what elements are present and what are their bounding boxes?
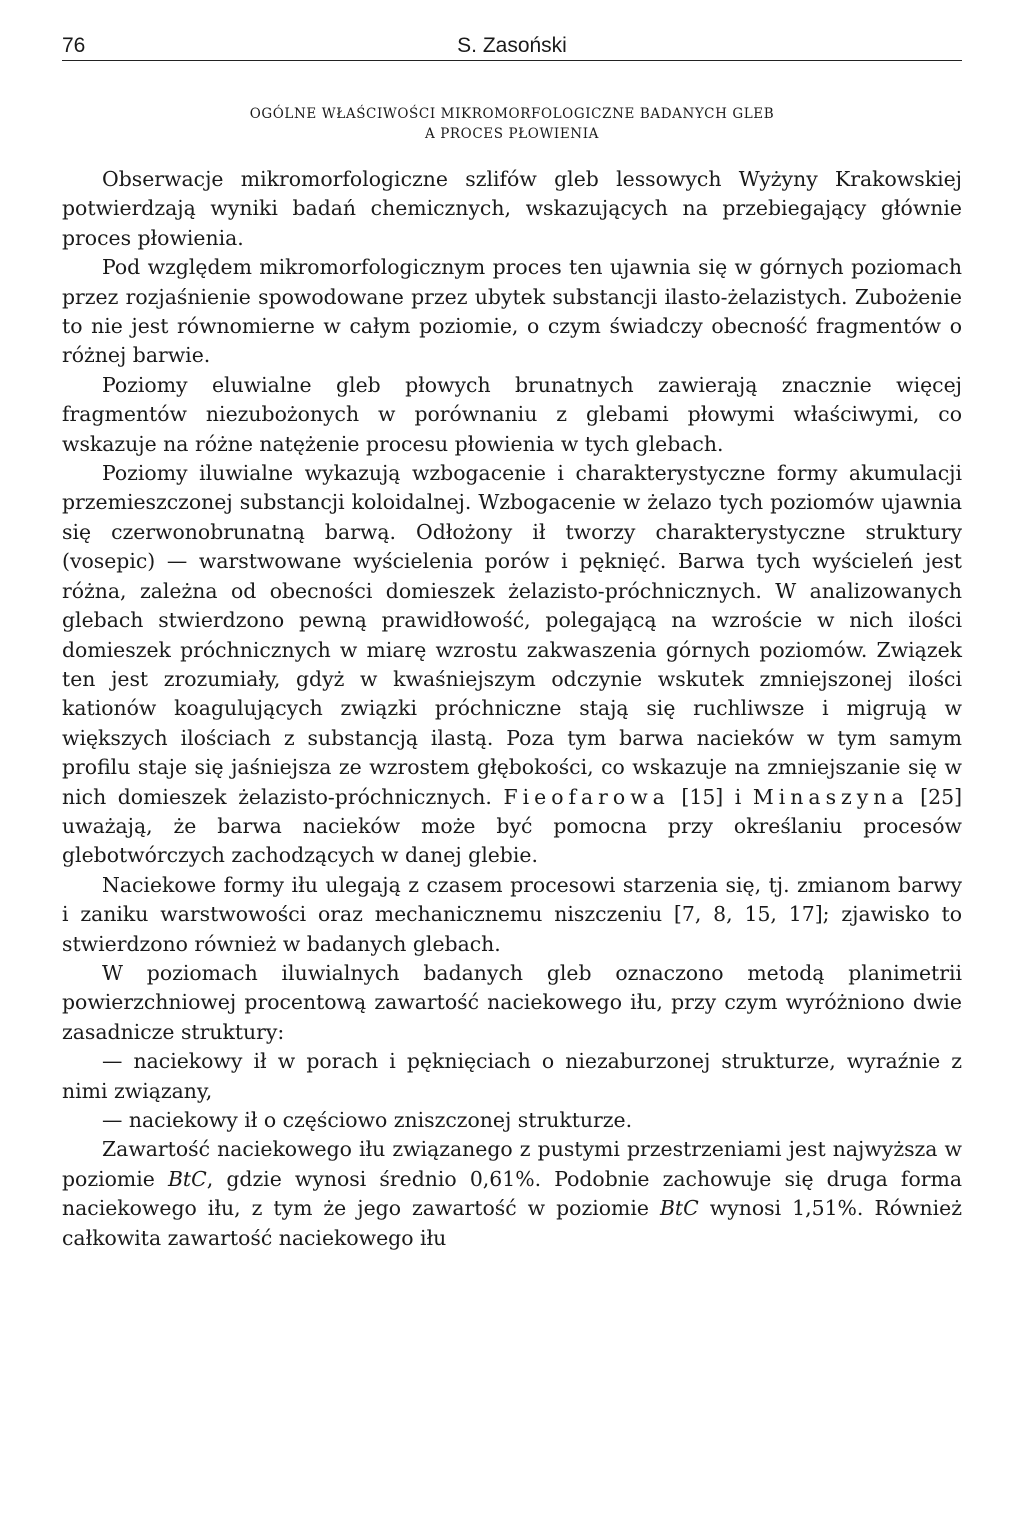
running-head: S. Zasoński (457, 34, 567, 57)
list-item-2: — naciekowy ił o częściowo zniszczonej strukturze. (102, 1108, 633, 1132)
author-name-fieofarowa: Fieofarowa (503, 784, 670, 809)
section-title (62, 104, 962, 144)
page-header (62, 28, 962, 61)
paragraph-4-text-a: Poziomy iluwialne wykazują wzbogacenie i charakterystyczne formy akumulacji przemieszczonej substancji koloidalnej. Wzbogacenie w żelazo tych poziomów ujawnia się czerwonobrunatną barwą. Odłożony ił tworzy charakterystyczne struktury (vosepic) — warstwowane wyścielenia porów i pęknięć. Barwa tych wyścieleń jest różna, zależna od obecności domieszek żelazisto-próchnicznych. W analizowanych glebach stwierdzono pewną prawidłowość, polegającą na wzroście w nich ilości domieszek próchnicznych w miarę wzrostu zakwaszenia górnych poziomów. Związek ten jest zrozumiały, gdyż w kwaśniejszym odczynie wskutek zmniejszonej ilości kationów koagulujących związki próchniczne stają się ruchliwsze i migrują w większych ilościach z substancją ilastą. Poza tym barwa nacieków w tym samym profilu staje się jaśniejsza ze wzrostem głębokości, co wskazuje na zmniejszanie się w nich domieszek żelazisto-próchnicznych. (62, 461, 962, 809)
paragraph-7-text-b: , gdzie wynosi średnio 0,61%. Podobnie zachowuje się druga forma naciekowego iłu, z tym że jego zawartość w poziomie (62, 1166, 962, 1221)
section-title-line-1: OGÓLNE WŁAŚCIWOŚCI MIKROMORFOLOGICZNE BADANYCH GLEB (249, 106, 775, 122)
paragraph-2: Pod względem mikromorfologicznym proces ten ujawnia się w górnych poziomach przez rozjaśnienie spowodowane przez ubytek substancji ilasto-żelazistych. Zubożenie to nie jest równomierne w całym poziomie, o czym świadczy obecność fragmentów o różnej barwie. (62, 255, 962, 368)
list-item-1: — naciekowy ił w porach i pęknięciach o niezaburzonej strukturze, wyraźnie z nimi związany, (62, 1049, 962, 1103)
paragraph-7-text-a: Zawartość naciekowego iłu związanego z pustymi przestrzeniami jest najwyższa w poziomie (62, 1137, 962, 1191)
body-text (62, 165, 962, 1253)
paragraph-1: Obserwacje mikromorfologiczne szlifów gleb lessowych Wyżyny Krakowskiej potwierdzają wyniki badań chemicznych, wskazujących na przebiegający głównie proces płowienia. (62, 167, 962, 250)
paragraph-6: W poziomach iluwialnych badanych gleb oznaczono metodą planimetrii powierzchniowej procentową zawartość naciekowego iłu, przy czym wyróżniono dwie zasadnicze struktury: (62, 960, 962, 1044)
horizon-label-btc-2: BtC (659, 1196, 699, 1221)
paragraph-4 (62, 459, 962, 871)
paragraph-7 (62, 1135, 962, 1253)
paragraph-3: Poziomy eluwialne gleb płowych brunatnych zawierają znacznie więcej fragmentów niezubożonych w porównaniu z glebami płowymi właściwymi, co wskazuje na różne natężenie procesu płowienia w tych glebach. (62, 372, 962, 456)
horizon-label-btc-1: BtC (167, 1166, 207, 1191)
paragraph-4-text-c: [25] uważają, że barwa nacieków może być pomocna przy określaniu procesów glebotwórczych zachodzących w danej glebie. (62, 784, 963, 868)
paragraph-7-text-c: wynosi 1,51%. Również całkowita zawartość naciekowego iłu (62, 1196, 962, 1250)
paragraph-4-text-b: [15] i (681, 784, 742, 809)
section-title-line-2: A PROCES PŁOWIENIA (424, 126, 600, 142)
author-name-minaszyna: Minaszyna (752, 784, 909, 809)
page-number: 76 (62, 34, 86, 57)
paragraph-5: Naciekowe formy iłu ulegają z czasem procesowi starzenia się, tj. zmianom barwy i zaniku warstwowości oraz mechanicznemu niszczeniu [7, 8, 15, 17]; zjawisko to stwierdzono również w badanych glebach. (62, 872, 962, 956)
